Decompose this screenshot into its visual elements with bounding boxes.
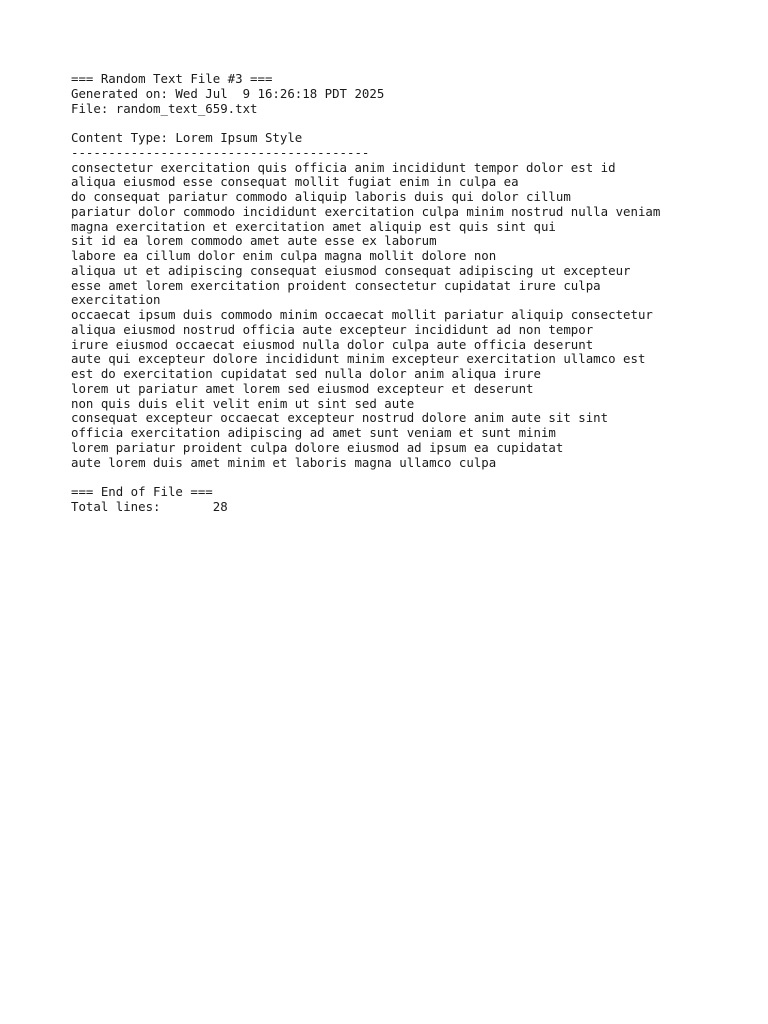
text-line: occaecat ipsum duis commodo minim occaecat mollit pariatur aliquip consectetur — [71, 307, 653, 322]
text-line: consectetur exercitation quis officia anim incididunt tempor dolor est id — [71, 159, 616, 175]
text-line: lorem pariatur proident culpa dolore eiusmod ad ipsum ea cupidatat — [71, 439, 564, 455]
text-line: aliqua eiusmod nostrud officia aute excepteur incididunt ad non tempor — [71, 321, 594, 337]
file-name: File: random_text_659.txt — [71, 100, 258, 116]
text-line: sit id ea lorem commodo amet aute esse ex laborum — [71, 233, 437, 249]
text-line: officia exercitation adipiscing ad amet sunt veniam et sunt minim — [71, 425, 556, 440]
text-line: aliqua ut et adipiscing consequat eiusmod consequat adipiscing ut excepteur — [71, 262, 631, 278]
text-document — [71, 72, 761, 515]
text-line: consequat excepteur occaecat excepteur nostrud dolore anim aute sit sint — [71, 410, 609, 426]
text-line: aliqua eiusmod esse consequat mollit fugiat enim in culpa ea — [71, 174, 519, 190]
file-title: === Random Text File #3 === — [71, 71, 273, 86]
text-line: non quis duis elit velit enim ut sint sed aute — [71, 395, 415, 411]
text-line: est do exercitation cupidatat sed nulla dolor anim aliqua irure — [71, 366, 541, 381]
total-lines: Total lines: 28 — [71, 498, 228, 514]
end-of-file-marker: === End of File === — [71, 484, 213, 499]
text-line: labore ea cillum dolor enim culpa magna mollit dolore non — [71, 248, 497, 263]
text-line: magna exercitation et exercitation amet aliquip est quis sint qui — [71, 218, 556, 234]
text-line: do consequat pariatur commodo aliquip laboris duis qui dolor cillum — [71, 189, 571, 204]
text-line: esse amet lorem exercitation proident consectetur cupidatat irure culpa — [71, 277, 601, 293]
text-line: aute lorem duis amet minim et laboris magna ullamco culpa — [71, 454, 497, 470]
text-line: aute qui excepteur dolore incididunt minim excepteur exercitation ullamco est — [71, 351, 646, 367]
text-line: lorem ut pariatur amet lorem sed eiusmod excepteur et deserunt — [71, 380, 534, 396]
generated-timestamp: Generated on: Wed Jul 9 16:26:18 PDT 2025 — [71, 85, 385, 101]
separator-line: ---------------------------------------- — [71, 144, 370, 160]
text-line: irure eiusmod occaecat eiusmod nulla dolor culpa aute officia deserunt — [71, 336, 594, 352]
text-line: pariatur dolor commodo incididunt exercitation culpa minim nostrud nulla veniam — [71, 203, 661, 219]
content-type: Content Type: Lorem Ipsum Style — [71, 130, 303, 145]
blank-line — [71, 470, 761, 485]
text-line: exercitation — [71, 292, 161, 308]
blank-line — [71, 116, 761, 131]
